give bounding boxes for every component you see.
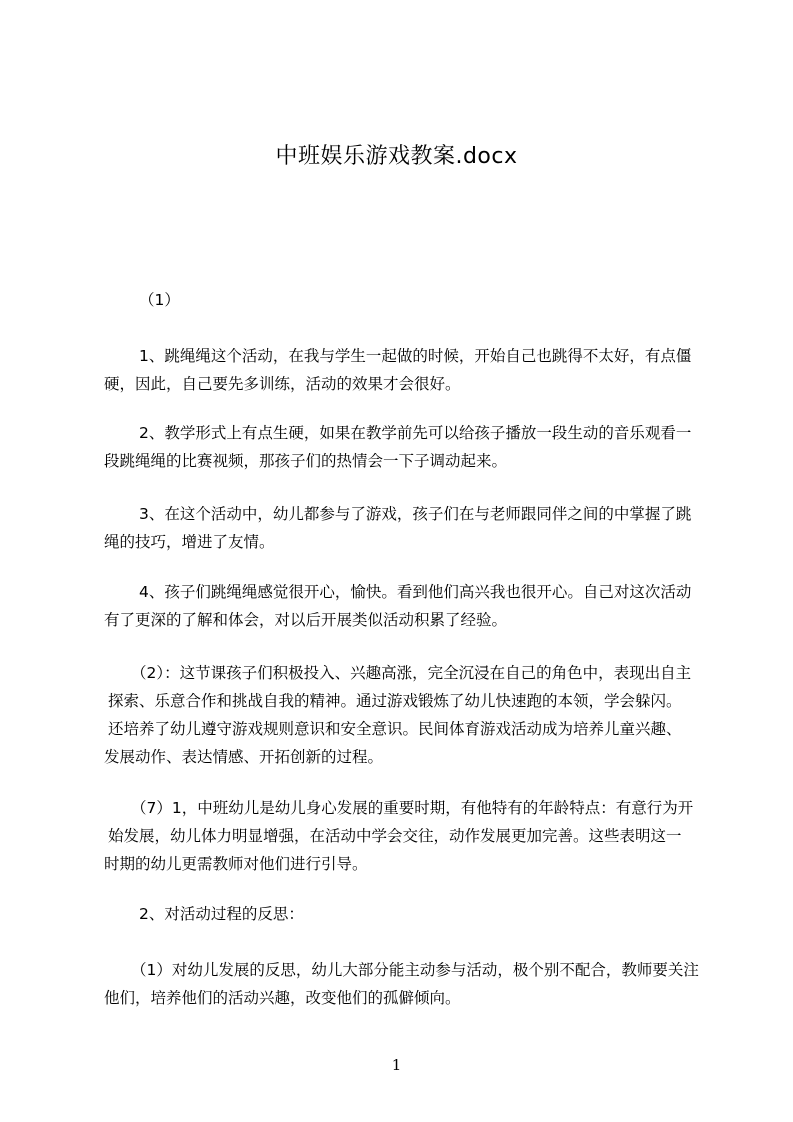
page-number: 1 <box>391 1056 402 1074</box>
paragraph-item-4 <box>104 578 709 634</box>
paragraph-line: 有了更深的了解和体会，对以后开展类似活动积累了经验。 <box>104 611 508 629</box>
paragraph-line: 探索、乐意合作和挑战自我的精神。通过游戏锻炼了幼儿快速跑的本领，学会躲闪。 <box>108 692 682 710</box>
paragraph-line: （7）1，中班幼儿是幼儿身心发展的重要时期，有他特有的年龄特点：有意行为开 <box>131 799 694 817</box>
paragraph-line: （1）对幼儿发展的反思，幼儿大部分能主动参与活动，极个别不配合，教师要关注 <box>131 961 699 979</box>
paragraph-line: 3、在这个活动中，幼儿都参与了游戏，孩子们在与老师跟同伴之间的中掌握了跳 <box>139 505 692 523</box>
paragraph-section-2 <box>104 659 709 771</box>
paragraph-section-7 <box>104 794 709 878</box>
paragraph-line: 发展动作、表达情感、开拓创新的过程。 <box>104 748 384 766</box>
paragraph-line: （2）：这节课孩子们积极投入、兴趣高涨，完全沉浸在自己的角色中，表现出自主 <box>131 664 692 682</box>
paragraph-reflection-1 <box>104 956 709 1012</box>
paragraph-line: 2、对活动过程的反思： <box>139 905 304 923</box>
paragraph-item-3 <box>104 500 709 556</box>
document-title: 中班娱乐游戏教案.docx <box>275 144 518 169</box>
paragraph-line: 始发展，幼儿体力明显增强，在活动中学会交往，动作发展更加完善。这些表明这一 <box>108 827 682 845</box>
paragraph-line: 1、跳绳绳这个活动，在我与学生一起做的时候，开始自己也跳得不太好，有点僵 <box>139 347 692 365</box>
paragraph-reflection-heading <box>104 900 709 928</box>
paragraph-line: 2、教学形式上有点生硬，如果在教学前先可以给孩子播放一段生动的音乐观看一 <box>139 424 692 442</box>
paragraph-item-1 <box>104 342 709 398</box>
paragraph-line: 绳的技巧，增进了友情。 <box>104 533 275 551</box>
paragraph-line: 还培养了幼儿遵守游戏规则意识和安全意识。民间体育游戏活动成为培养儿童兴趣、 <box>108 720 682 738</box>
paragraph-line: 时期的幼儿更需教师对他们进行引导。 <box>104 855 368 873</box>
paragraph-line: 段跳绳绳的比赛视频，那孩子们的热情会一下子调动起来。 <box>104 452 508 470</box>
paragraph-line: （1） <box>139 291 180 309</box>
paragraph-line: 硬，因此，自己要先多训练，活动的效果才会很好。 <box>104 375 461 393</box>
paragraph-line: 4、孩子们跳绳绳感觉很开心，愉快。看到他们高兴我也很开心。自己对这次活动 <box>139 583 692 601</box>
paragraph-section-1-heading <box>104 286 709 314</box>
paragraph-line: 他们，培养他们的活动兴趣，改变他们的孤僻倾向。 <box>104 989 461 1007</box>
paragraph-item-2 <box>104 419 709 475</box>
